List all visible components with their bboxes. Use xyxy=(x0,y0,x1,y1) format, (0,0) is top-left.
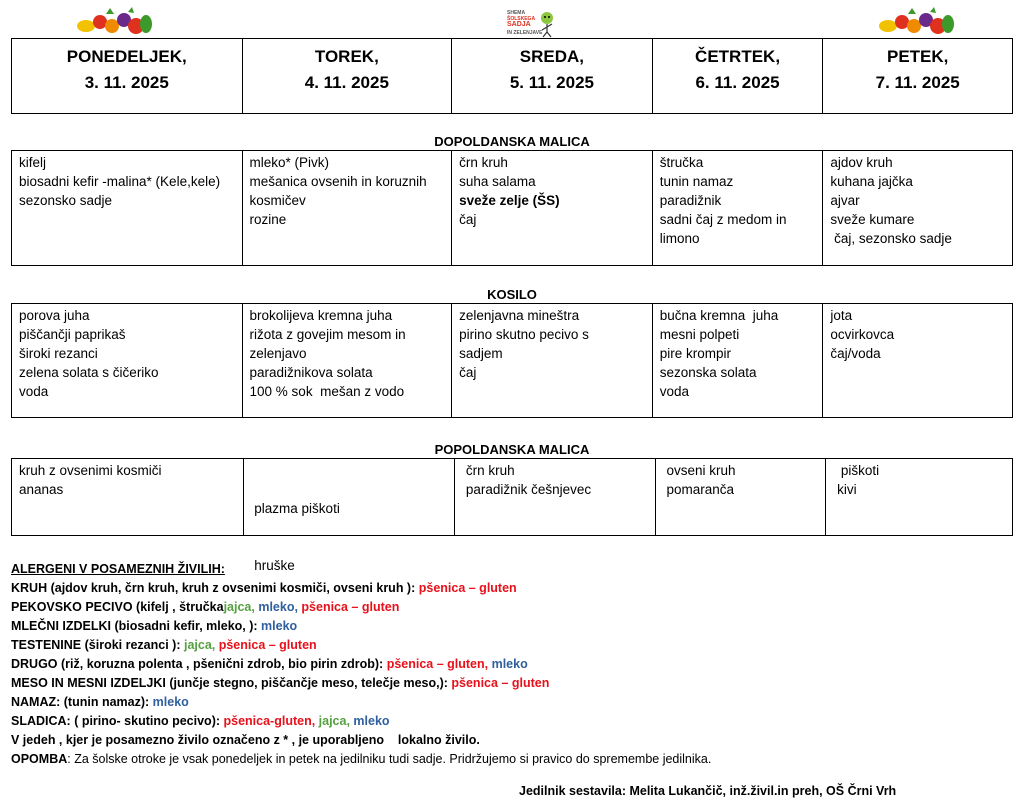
day-date: 6. 11. 2025 xyxy=(695,73,780,92)
allergen-gluten: pšenica – gluten xyxy=(218,638,317,652)
allergen-row-sladica xyxy=(11,712,1011,731)
day-header-row xyxy=(11,38,1013,114)
allergen-text: MESO IN MESNI IZDELJKI (junčje stegno, piščančje meso, telečje meso,): xyxy=(11,676,452,690)
allergen-eggs: jajca, xyxy=(183,638,219,652)
menu-item: tunin namaz xyxy=(659,174,734,189)
menu-item: čaj xyxy=(459,212,477,227)
menu-item: mesni polpeti xyxy=(659,327,740,342)
menu-item: rižota z govejim mesom in xyxy=(249,327,406,342)
menu-item: pire krompir xyxy=(659,346,731,361)
allergen-list xyxy=(11,560,1011,769)
menu-item: čaj, sezonsko sadje xyxy=(830,231,952,246)
menu-cell-wednesday xyxy=(452,151,653,265)
menu-item: ananas xyxy=(19,482,64,497)
menu-cell-thursday xyxy=(653,151,824,265)
day-name: TOREK, xyxy=(314,47,379,66)
logo-line: ŠOLSKEGA xyxy=(507,16,536,22)
day-name: ČETRTEK, xyxy=(695,47,781,66)
menu-cell-wednesday xyxy=(455,459,656,535)
menu-item: rozine xyxy=(249,212,287,227)
morning-snack-table xyxy=(11,150,1013,266)
menu-item: ajdov kruh xyxy=(830,155,893,170)
allergen-row-namaz xyxy=(11,693,1011,712)
menu-item: ajvar xyxy=(830,193,860,208)
menu-item: štručka xyxy=(659,155,704,170)
allergen-row-mlecni xyxy=(11,617,1011,636)
menu-item: brokolijeva kremna juha xyxy=(249,308,393,323)
menu-cell-tuesday xyxy=(244,459,456,573)
note-text: : Za šolske otroke je vsak ponedeljek in petek na jedilniku tudi sadje. Pridržujemo si pravico do spremembe jedilnika. xyxy=(67,752,712,766)
allergen-row-kruh xyxy=(11,579,1011,598)
menu-author-footer: Jedilnik sestavila: Melita Lukančič, inž.živil.in preh, OŠ Črni Vrh xyxy=(519,784,897,798)
allergen-gluten: pšenica-gluten, xyxy=(223,714,319,728)
menu-item: kosmičev xyxy=(249,193,306,208)
menu-item: biosadni kefir -malina* (Kele,kele) xyxy=(19,174,221,189)
menu-item: sadjem xyxy=(459,346,503,361)
day-header-wednesday xyxy=(452,39,653,113)
menu-item: sezonsko sadje xyxy=(19,193,113,208)
menu-cell-monday xyxy=(12,304,243,417)
section-title-lunch: KOSILO xyxy=(487,287,537,302)
allergen-milk: mleko, xyxy=(258,600,302,614)
logo-line: SHEMA xyxy=(507,10,526,16)
menu-item: kivi xyxy=(833,482,857,497)
menu-item: paradižnikova solata xyxy=(249,365,373,380)
menu-item: piškoti xyxy=(833,463,880,478)
allergen-eggs: jajca, xyxy=(318,714,354,728)
allergen-text: MLEČNI IZDELKI (biosadni kefir, mleko, ): xyxy=(11,619,262,633)
allergen-text: SLADICA: ( pirino- skutino pecivo): xyxy=(11,714,224,728)
day-name: SREDA, xyxy=(519,47,585,66)
apple-mascot-icon xyxy=(539,10,555,38)
menu-item: zelenjavo xyxy=(249,346,307,361)
menu-cell-friday xyxy=(826,459,1012,535)
menu-item: jota xyxy=(830,308,853,323)
menu-item: voda xyxy=(19,384,49,399)
menu-item: mleko* (Pivk) xyxy=(249,155,330,170)
allergen-milk: mleko xyxy=(353,714,390,728)
menu-item: 100 % sok mešan z vodo xyxy=(249,384,405,399)
school-fruit-scheme-logo xyxy=(503,8,555,40)
day-header-tuesday xyxy=(243,39,453,113)
allergen-row-pecivo xyxy=(11,598,1011,617)
day-header-thursday xyxy=(653,39,824,113)
menu-item: zelenjavna mineštra xyxy=(459,308,580,323)
day-name: PONEDELJEK, xyxy=(66,47,187,66)
menu-item: hruške xyxy=(250,558,295,573)
menu-item: pirino skutno pecivo s xyxy=(459,327,589,342)
menu-item: kuhana jajčka xyxy=(830,174,913,189)
menu-item: zelena solata s čičeriko xyxy=(19,365,159,380)
menu-cell-thursday xyxy=(653,304,824,417)
menu-item: sveže zelje (ŠS) xyxy=(459,193,560,208)
allergen-row-drugo xyxy=(11,655,1011,674)
section-title-morning: DOPOLDANSKA MALICA xyxy=(434,134,590,149)
allergen-gluten: pšenica – gluten, xyxy=(386,657,492,671)
note-label: OPOMBA xyxy=(11,752,68,766)
menu-cell-friday xyxy=(823,151,1012,265)
menu-item: ocvirkovca xyxy=(830,327,895,342)
menu-item: paradižnik xyxy=(659,193,722,208)
lunch-table xyxy=(11,303,1013,418)
menu-cell-tuesday xyxy=(243,151,453,265)
menu-item: ovseni kruh xyxy=(662,463,736,478)
allergen-gluten: pšenica – gluten xyxy=(451,676,550,690)
section-title-afternoon: POPOLDANSKA MALICA xyxy=(434,442,590,457)
allergen-text: NAMAZ: (tunin namaz): xyxy=(11,695,153,709)
menu-item: črn kruh xyxy=(459,155,508,170)
menu-item: pomaranča xyxy=(662,482,734,497)
fruit-basket-icon xyxy=(76,6,154,38)
menu-cell-tuesday xyxy=(243,304,453,417)
menu-cell-thursday xyxy=(656,459,827,535)
allergen-milk: mleko xyxy=(152,695,189,709)
allergen-gluten: pšenica – gluten xyxy=(301,600,400,614)
menu-item: limono xyxy=(659,231,700,246)
allergen-text: DRUGO (riž, koruzna polenta , pšenični zdrob, bio pirin zdrob): xyxy=(11,657,387,671)
menu-item: sadni čaj z medom in xyxy=(659,212,787,227)
menu-item: sezonska solata xyxy=(659,365,757,380)
allergen-text: PEKOVSKO PECIVO (kifelj , štručka xyxy=(11,600,224,614)
menu-item: paradižnik češnjevec xyxy=(462,482,592,497)
menu-item: črn kruh xyxy=(462,463,515,478)
menu-item: široki rezanci xyxy=(19,346,98,361)
menu-cell-friday xyxy=(823,304,1012,417)
menu-item: plazma piškoti xyxy=(250,501,340,516)
local-food-note: V jedeh , kjer je posamezno živilo označeno z * , je uporabljeno lokalno živilo. xyxy=(11,733,480,747)
day-date: 3. 11. 2025 xyxy=(84,73,169,92)
allergen-row-testenine xyxy=(11,636,1011,655)
allergen-text: TESTENINE (široki rezanci ): xyxy=(11,638,184,652)
logo-line: IN ZELENJAVE xyxy=(507,30,543,36)
day-name: PETEK, xyxy=(886,47,949,66)
day-date: 5. 11. 2025 xyxy=(509,73,594,92)
menu-cell-monday xyxy=(12,151,243,265)
allergen-milk: mleko xyxy=(491,657,528,671)
allergen-text: KRUH (ajdov kruh, črn kruh, kruh z ovsenimi kosmiči, ovseni kruh ): xyxy=(11,581,419,595)
allergen-gluten: pšenica – gluten xyxy=(418,581,517,595)
day-date: 4. 11. 2025 xyxy=(304,73,389,92)
day-date: 7. 11. 2025 xyxy=(875,73,960,92)
menu-item: kruh z ovsenimi kosmiči xyxy=(19,463,162,478)
note-row xyxy=(11,750,1011,769)
menu-item: voda xyxy=(659,384,689,399)
menu-cell-wednesday xyxy=(452,304,653,417)
allergen-milk: mleko xyxy=(261,619,298,633)
menu-item: piščančji paprikaš xyxy=(19,327,126,342)
menu-item: suha salama xyxy=(459,174,536,189)
menu-item: sveže kumare xyxy=(830,212,915,227)
allergen-eggs: jajca, xyxy=(223,600,259,614)
fruit-basket-icon xyxy=(878,6,956,38)
menu-item: mešanica ovsenih in koruznih xyxy=(249,174,427,189)
allergen-row-meso xyxy=(11,674,1011,693)
menu-item: čaj/voda xyxy=(830,346,881,361)
menu-item: bučna kremna juha xyxy=(659,308,779,323)
day-header-friday xyxy=(823,39,1012,113)
allergen-title: ALERGENI V POSAMEZNIH ŽIVILIH: xyxy=(11,562,225,576)
menu-item: kifelj xyxy=(19,155,47,170)
logo-line: SADJA xyxy=(507,21,531,28)
day-header-monday xyxy=(12,39,243,113)
menu-item: čaj xyxy=(459,365,477,380)
menu-cell-monday xyxy=(12,459,244,535)
menu-item: porova juha xyxy=(19,308,90,323)
